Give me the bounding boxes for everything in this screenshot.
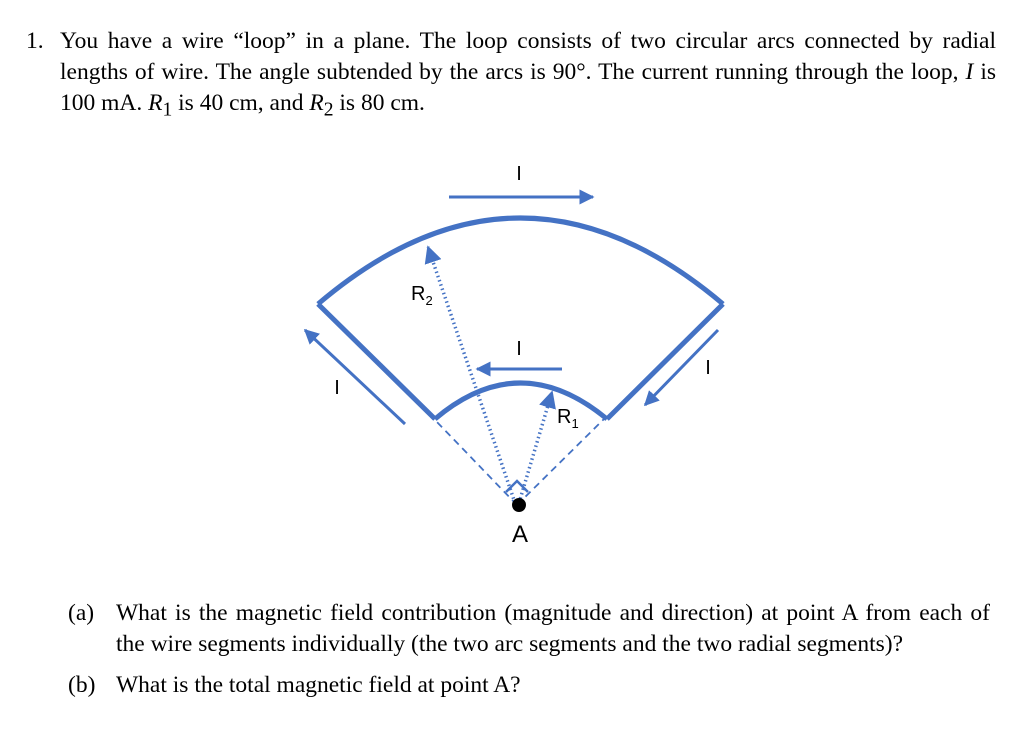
current-label-inner: I <box>516 338 522 360</box>
problem-text-r2: is 80 cm. <box>333 90 425 116</box>
outer-arc-wire <box>318 218 723 304</box>
question-b-label: (b) <box>68 672 96 698</box>
dashed-radius-right <box>517 418 605 505</box>
r1-label-main: R <box>557 406 572 428</box>
question-b-text: What is the total magnetic field at point A? <box>116 672 521 698</box>
r1-subscript: 1 <box>162 99 173 121</box>
question-a-text: What is the magnetic field contribution (magnitude and direction) at point A from each of the wire segments individually (the two arc segments and the two radial segments)? <box>116 600 990 657</box>
r2-label-main: R <box>411 283 426 305</box>
r1-label-sub: 1 <box>571 416 579 431</box>
r2-label <box>411 283 433 308</box>
question-b <box>68 670 990 701</box>
problem-number: 1. <box>26 28 44 54</box>
problem-text-r1: is 40 cm, and <box>172 90 310 116</box>
current-symbol: I <box>965 59 974 85</box>
problem-text-current: is 100 mA. <box>60 59 996 116</box>
point-a-label: A <box>511 521 529 548</box>
inner-arc-wire <box>435 383 607 419</box>
problem-text-intro: You have a wire “loop” in a plane. The loop consists of two circular arcs connected by radial lengths of wire. The angle subtended by the arcs is 90°. The current running through the loop, <box>60 28 996 85</box>
current-label-right: I <box>705 357 711 379</box>
r2-label-sub: 2 <box>425 293 433 308</box>
question-a-label: (a) <box>68 600 95 626</box>
r2-radius-line <box>428 247 515 503</box>
left-radial-wire <box>318 304 435 419</box>
point-a-marker <box>512 498 526 512</box>
dashed-radius-left <box>435 420 517 505</box>
r1-symbol: R <box>148 90 163 116</box>
questions <box>68 598 990 701</box>
r2-subscript: 2 <box>323 99 334 121</box>
question-a <box>68 598 990 660</box>
right-angle-marker <box>506 481 528 492</box>
current-label-left: I <box>334 377 340 399</box>
current-label-top: I <box>516 163 522 185</box>
r1-label <box>557 406 579 431</box>
r2-symbol: R <box>309 90 324 116</box>
